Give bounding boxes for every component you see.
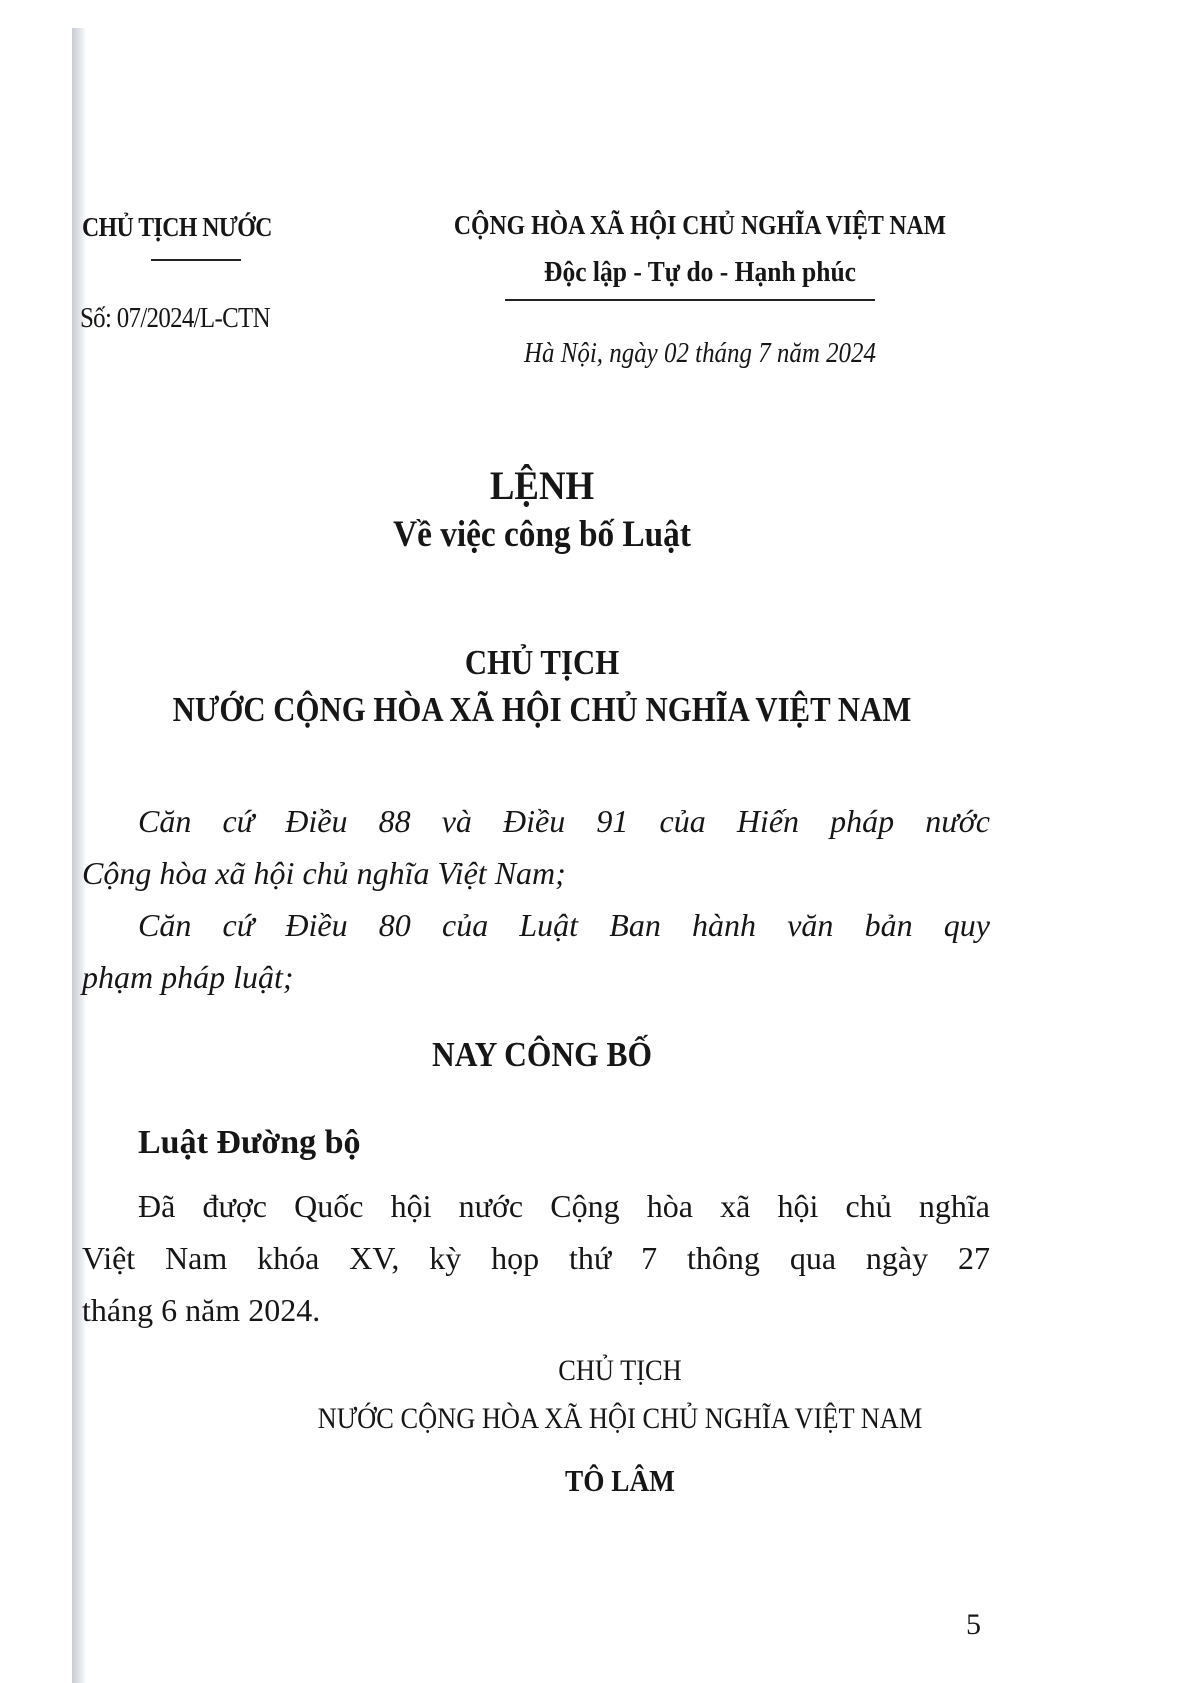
national-motto: Độc lập - Tự do - Hạnh phúc [544,256,856,288]
page-number: 5 [966,1608,981,1641]
legal-basis-line: phạm pháp luật; [82,959,294,995]
header-right-anchor [0,0,1189,1]
place-date: Hà Nội, ngày 02 tháng 7 năm 2024 [524,337,876,369]
passage-text [82,1180,990,1336]
document-title: LỆNH [489,463,595,508]
legal-basis [82,795,990,1003]
issuer-title-line2: NƯỚC CỘNG HÒA XÃ HỘI CHỦ NGHĨA VIỆT NAM [172,690,912,729]
document-subject: Về việc công bố Luật [393,514,691,555]
passage-line: tháng 6 năm 2024. [82,1292,321,1328]
signer-name: TÔ LÂM [565,1463,675,1498]
issuer-agency-rule [151,259,241,261]
signer-title-line1: CHỦ TỊCH [558,1354,682,1387]
passage-line: Việt Nam khóa XV, kỳ họp thứ 7 thông qua ngày 27 [82,1240,990,1276]
legal-basis-line: Căn cứ Điều 80 của Luật Ban hành văn bản quy [138,907,990,943]
issuer-agency: CHỦ TỊCH NƯỚC [82,212,272,242]
passage-line: Đã được Quốc hội nước Cộng hòa xã hội chủ nghĩa [138,1188,990,1224]
issuer-title-line1: CHỦ TỊCH [464,643,620,682]
legal-basis-line: Căn cứ Điều 88 và Điều 91 của Hiến pháp nước [138,803,990,839]
national-motto-rule [505,299,875,301]
signer-title-line2: NƯỚC CỘNG HÒA XÃ HỘI CHỦ NGHĨA VIỆT NAM [317,1402,923,1435]
promulgation-heading: NAY CÔNG BỐ [432,1035,652,1074]
document-number: Số: 07/2024/L-CTN [80,302,270,334]
national-title: CỘNG HÒA XÃ HỘI CHỦ NGHĨA VIỆT NAM [453,210,947,240]
law-name: Luật Đường bộ [138,1124,361,1161]
legal-basis-line: Cộng hòa xã hội chủ nghĩa Việt Nam; [82,855,566,891]
